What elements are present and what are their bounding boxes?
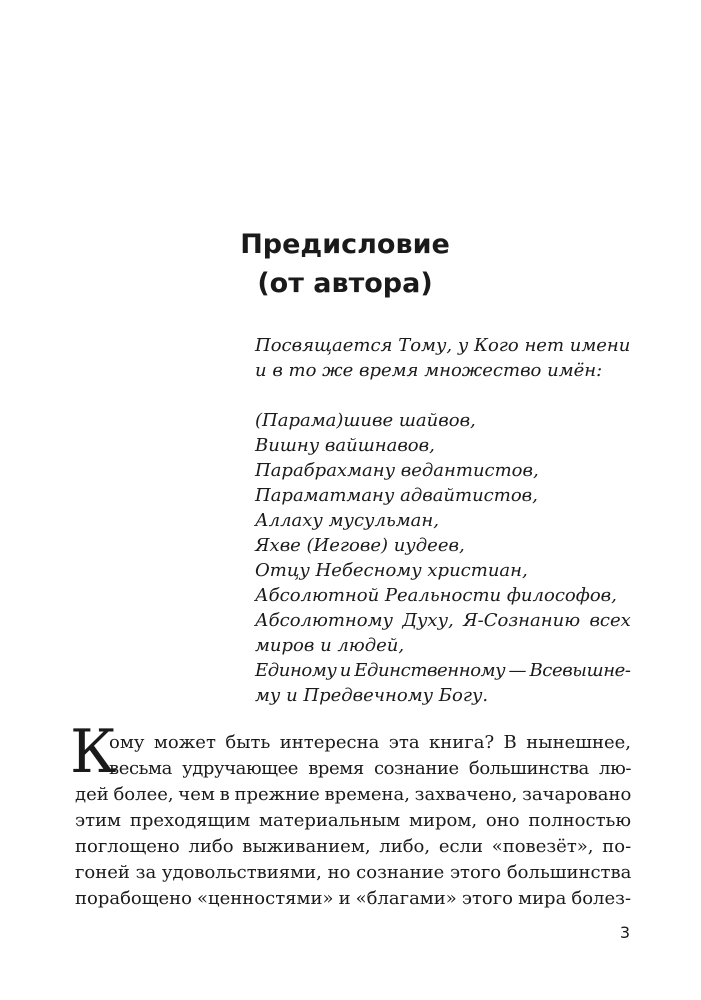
drop-cap-letter: К — [70, 717, 117, 787]
dedication-name-line: Парабрахману ведантистов, — [255, 460, 539, 481]
dedication-name-line: Параматману адвайтистов, — [255, 485, 538, 506]
dedication-name-line: Отцу Небесному христиан, — [255, 560, 528, 581]
dedication-name-line: Яхве (Иегове) иудеев, — [255, 535, 465, 556]
page-number: 3 — [619, 923, 630, 942]
chapter-heading — [200, 225, 490, 303]
dedication-name-line: му и Предвечному Богу. — [255, 685, 489, 706]
dedication-name-line: Абсолютному Духу, Я-Сознанию всех — [255, 610, 631, 631]
paragraph-line: дей более, чем в прежние времена, захвачено, зачаровано — [75, 784, 631, 805]
heading-title: Предисловие — [240, 229, 450, 260]
paragraph-line: этим преходящим материальным миром, оно полностью — [75, 810, 631, 831]
dedication-name-line: Аллаху мусульман, — [255, 510, 439, 531]
dedication-name-line: Вишну вайшнавов, — [255, 435, 435, 456]
dedication-intro-line: и в то же время множество имён: — [255, 360, 603, 381]
paragraph-line: порабощено «ценностями» и «благами» этого мира болез- — [75, 888, 631, 909]
paragraph-line: гоней за удовольствиями, но сознание этого большинства — [75, 862, 631, 883]
paragraph-line: поглощено либо выживанием, либо, если «повезёт», по- — [75, 836, 631, 857]
heading-subtitle: (от автора) — [257, 268, 433, 299]
dedication-spacer — [255, 383, 631, 408]
paragraph-line: весьма удручающее время сознание большинства лю- — [109, 758, 631, 779]
dedication-name-line: Абсолютной Реальности философов, — [255, 585, 617, 606]
paragraph-line: ому может быть интересна эта книга? В нынешнее, — [109, 732, 631, 753]
dedication-block — [255, 333, 631, 708]
dedication-name-line: Единому и Единственному — Всевышне- — [255, 660, 631, 681]
dedication-name-line: (Парама)шиве шайвов, — [255, 410, 476, 431]
dedication-name-line: миров и людей, — [255, 635, 405, 656]
body-paragraph — [75, 730, 631, 912]
dedication-intro-line: Посвящается Тому, у Кого нет имени — [255, 335, 631, 356]
